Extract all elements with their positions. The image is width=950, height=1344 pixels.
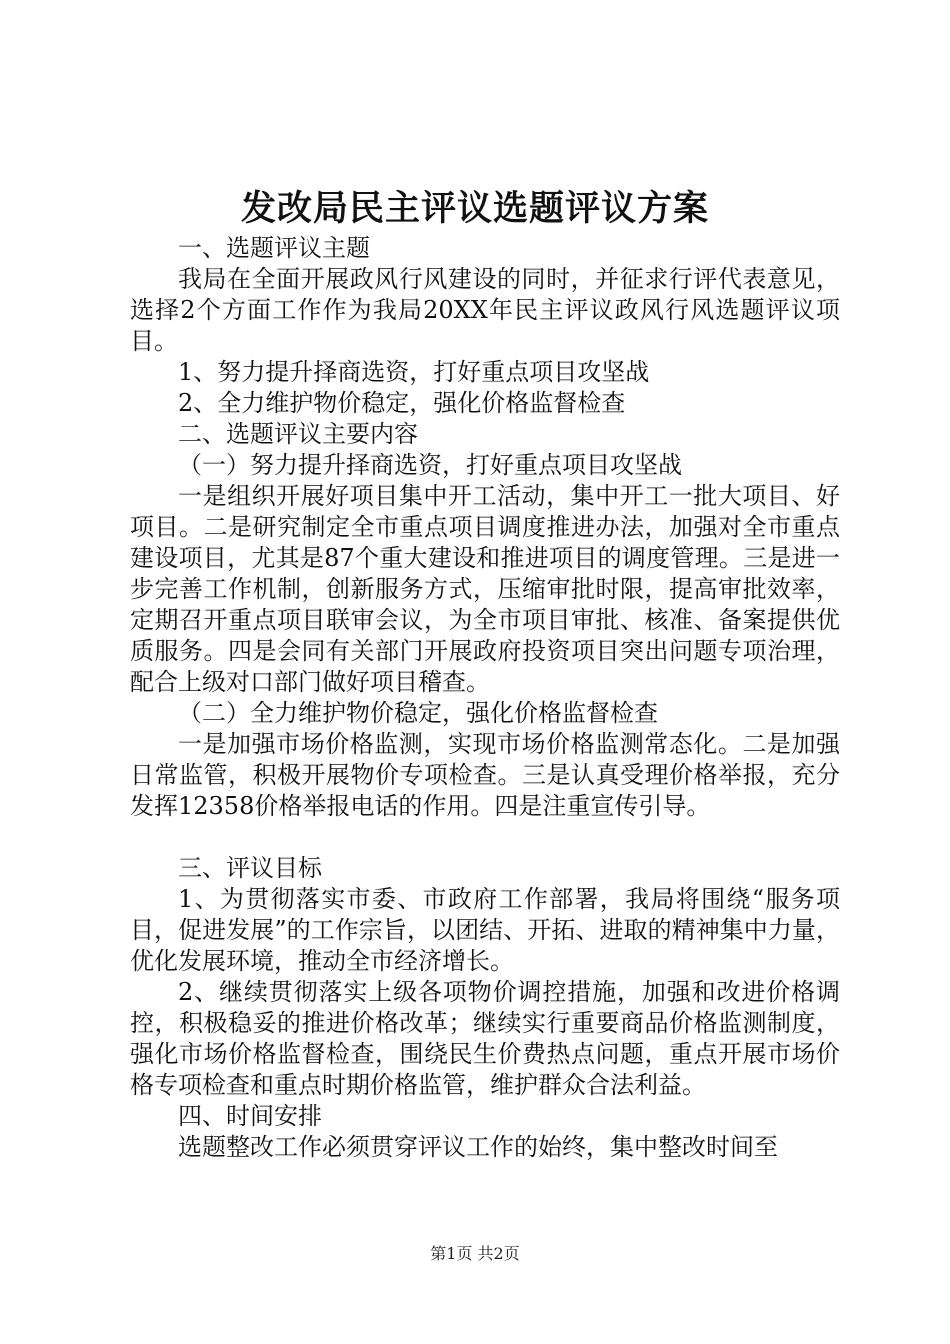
paragraph: 选题整改工作必须贯穿评议工作的始终，集中整改时间至 bbox=[178, 1133, 778, 1161]
document-body bbox=[130, 233, 840, 1163]
section-heading-3: 三、评议目标 bbox=[178, 854, 322, 882]
blank-line bbox=[130, 822, 840, 853]
paragraph: 一是组织开展好项目集中开工活动，集中开工一批大项目、好项目。二是研究制定全市重点项目调度推进办法，加强对全市重点建设项目，尤其是87个重大建设和推进项目的调度管理。三是进一步完善工作机制，创新服务方式，压缩审批时限，提高审批效率，定期召开重点项目联审会议，为全市项目审批、核准、备案提供优质服务。四是会同有关部门开展政府投资项目突出问题专项治理，配合上级对口部门做好项目稽查。 bbox=[130, 482, 840, 696]
page-footer: 第1页 共2页 bbox=[430, 1244, 520, 1263]
paragraph: 1、为贯彻落实市委、市政府工作部署，我局将围绕“服务项目，促进发展”的工作宗旨，以团结、开拓、进取的精神集中力量，优化发展环境，推动全市经济增长。 bbox=[130, 885, 840, 975]
subsection-heading-2: （二）全力维护物价稳定，强化价格监督检查 bbox=[178, 699, 658, 727]
document-title: 发改局民主评议选题评议方案 bbox=[240, 188, 709, 229]
section-heading-1: 一、选题评议主题 bbox=[178, 234, 370, 262]
list-item: 1、努力提升择商选资，打好重点项目攻坚战 bbox=[178, 358, 650, 386]
paragraph: 2、继续贯彻落实上级各项物价调控措施，加强和改进价格调控，积极稳妥的推进价格改革；继续实行重要商品价格监测制度，强化市场价格监督检查，围绕民生价费热点问题，重点开展市场价格专项检查和重点时期价格监管，维护群众合法利益。 bbox=[130, 978, 840, 1099]
list-item: 2、全力维护物价稳定，强化价格监督检查 bbox=[178, 389, 626, 417]
paragraph: 一是加强市场价格监测，实现市场价格监测常态化。二是加强日常监管，积极开展物价专项检查。三是认真受理价格举报，充分发挥12358价格举报电话的作用。四是注重宣传引导。 bbox=[130, 730, 840, 820]
subsection-heading-1: （一）努力提升择商选资，打好重点项目攻坚战 bbox=[178, 451, 682, 479]
paragraph: 我局在全面开展政风行风建设的同时，并征求行评代表意见，选择2个方面工作作为我局20XX年民主评议政风行风选题评议项目。 bbox=[130, 265, 840, 355]
section-heading-4: 四、时间安排 bbox=[178, 1102, 322, 1130]
section-heading-2: 二、选题评议主要内容 bbox=[178, 420, 418, 448]
